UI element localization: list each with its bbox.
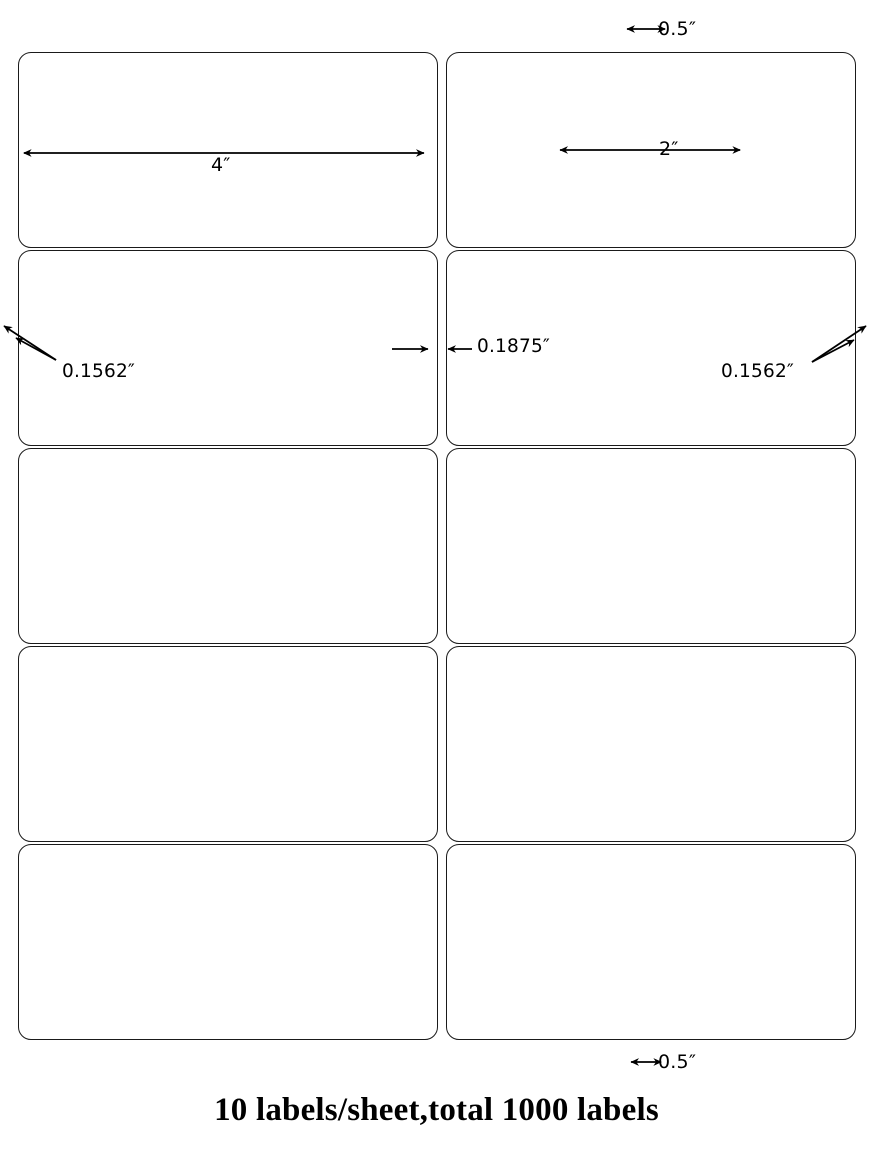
right-margin-label: 0.1562″ [721,361,795,382]
sheet-caption: 10 labels/sheet,total 1000 labels [214,1092,659,1128]
label-r1c2 [446,52,856,248]
column-gap-label: 0.1875″ [477,336,551,357]
label-r5c2 [446,844,856,1040]
label-width-label: 4″ [211,154,231,176]
bottom-margin-label: 0.5″ [658,1051,697,1073]
label-r1c1 [18,52,438,248]
label-r3c2 [446,448,856,644]
label-r2c1 [18,250,438,446]
label-r4c1 [18,646,438,842]
top-margin-label: 0.5″ [658,18,697,40]
label-r4c2 [446,646,856,842]
label-height-label: 2″ [659,138,679,160]
left-margin-label: 0.1562″ [62,361,136,382]
label-r3c1 [18,448,438,644]
label-r5c1 [18,844,438,1040]
